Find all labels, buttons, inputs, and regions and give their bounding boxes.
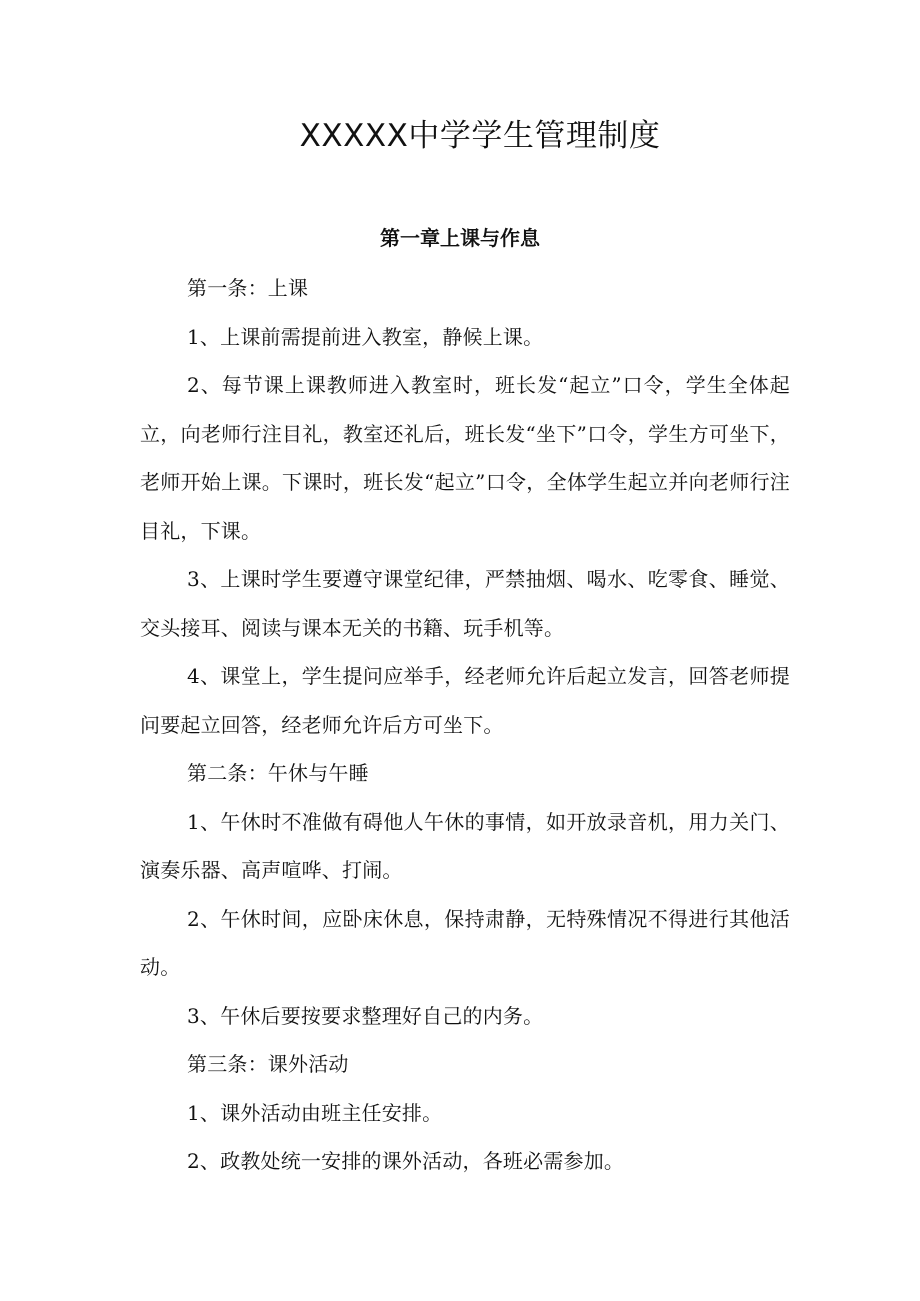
chapter-title: 第一章上课与作息 bbox=[380, 226, 540, 250]
article-heading-1: 第一条：上课 bbox=[187, 276, 309, 300]
paragraph: 3、上课时学生要遵守课堂纪律，严禁抽烟、喝水、吃零食、睡觉、交头接耳、阅读与课本无关的书籍、玩手机等。 bbox=[140, 567, 790, 640]
paragraph: 2、午休时间，应卧床休息，保持肃静，无特殊情况不得进行其他活动。 bbox=[140, 906, 790, 979]
paragraph: 1、课外活动由班主任安排。 bbox=[187, 1100, 443, 1125]
paragraph: 2、政教处统一安排的课外活动，各班必需参加。 bbox=[187, 1149, 625, 1173]
article-heading-2: 第二条：午休与午睡 bbox=[187, 761, 369, 785]
paragraph: 3、午休后要按要求整理好自己的内务。 bbox=[187, 1003, 544, 1028]
document-body bbox=[140, 264, 790, 1186]
paragraph: 1、上课前需提前进入教室，静候上课。 bbox=[187, 324, 544, 349]
article-heading-3: 第三条：课外活动 bbox=[187, 1052, 349, 1076]
paragraph: 4、课堂上，学生提问应举手，经老师允许后起立发言，回答老师提问要起立回答，经老师允许后方可坐下。 bbox=[140, 664, 790, 737]
document-title: XXXXX中学学生管理制度 bbox=[299, 118, 661, 154]
paragraph: 2、每节课上课教师进入教室时，班长发“起立”口令，学生全体起立，向老师行注目礼，教室还礼后，班长发“坐下”口令，学生方可坐下，老师开始上课。下课时，班长发“起立”口令，全体学生起立并向老师行注目礼，下课。 bbox=[140, 373, 790, 543]
paragraph: 1、午休时不准做有碍他人午休的事情，如开放录音机，用力关门、演奏乐器、高声喧哗、打闹。 bbox=[140, 809, 790, 882]
